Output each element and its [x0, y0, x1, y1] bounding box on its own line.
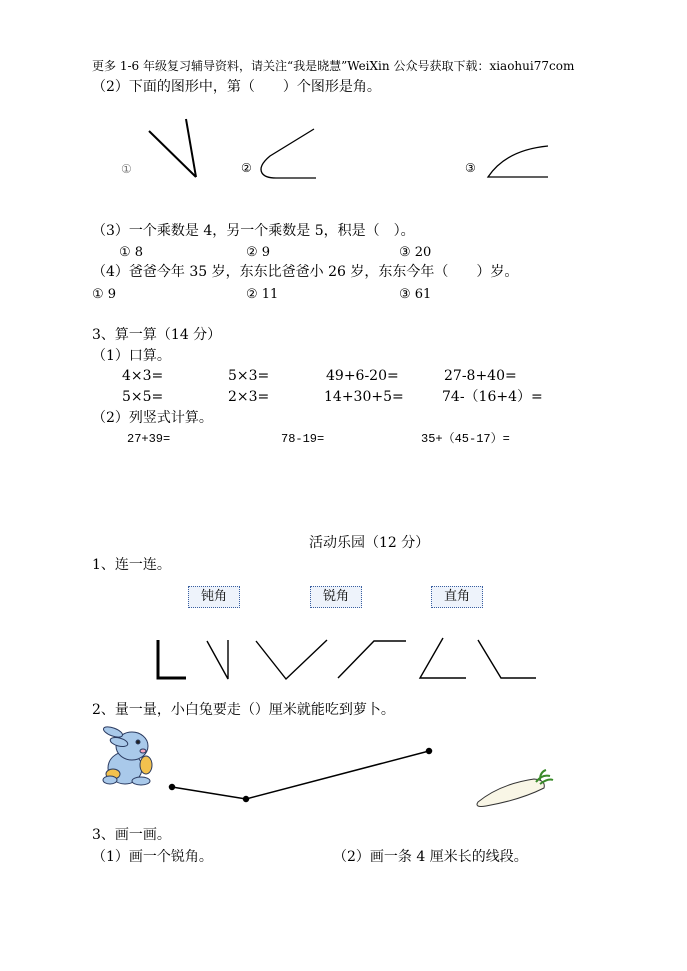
q3-option-1: ① 8: [119, 245, 144, 260]
figure-label-3: ③: [465, 161, 476, 175]
q3-option-2: ② 9: [246, 245, 271, 260]
question-2: （2）下面的图形中，第（ ）个图形是角。: [92, 79, 381, 95]
connect-title: 1、连一连。: [92, 557, 171, 573]
angle-figure-right: [158, 640, 186, 678]
question-4: （4）爸爸今年 35 岁，东东比爸爸小 26 岁，东东今年（ ）岁。: [92, 264, 519, 280]
vertical-calc-title: （2）列竖式计算。: [92, 410, 213, 426]
activity-title: 活动乐园（12 分）: [309, 535, 430, 551]
figure-label-1: ①: [121, 162, 132, 176]
angle-figure-obtuse: [338, 641, 406, 678]
vertical-item: 78-19=: [281, 432, 325, 446]
rabbit-path: [170, 749, 432, 802]
angle-figure-acute: [207, 640, 228, 679]
draw-title: 3、画一画。: [92, 827, 171, 843]
section-3-title: 3、算一算（14 分）: [92, 327, 222, 343]
oral-item: 4×3=: [122, 368, 164, 384]
figure-3-curve: [488, 146, 548, 177]
angle-figure-obtuse-2: [478, 640, 536, 678]
angle-figure-right-v: [256, 640, 327, 679]
carrot-icon: [477, 770, 553, 807]
oral-item: 27-8+40=: [444, 368, 517, 384]
figure-2-curve: [261, 129, 316, 178]
oral-item: 2×3=: [228, 389, 270, 405]
q3-option-3: ③ 20: [399, 245, 432, 260]
rabbit-icon: [102, 725, 152, 785]
figure-1-angle: [149, 119, 196, 177]
angle-figure-acute-2: [420, 638, 466, 678]
page-header: 更多 1-6 年级复习辅导资料，请关注“我是晓慧”WeiXin 公众号获取下载：xiaohui77com: [92, 59, 575, 73]
q4-option-3: ③ 61: [399, 287, 432, 302]
vertical-item: 35+（45-17）=: [421, 432, 510, 446]
q4-option-2: ② 11: [246, 287, 279, 302]
label-obtuse-angle: 钝角: [188, 586, 240, 608]
q4-option-1: ① 9: [92, 287, 117, 302]
oral-title: （1）口算。: [92, 348, 171, 364]
oral-item: 5×5=: [122, 389, 164, 405]
measure-question: 2、量一量，小白兔要走（）厘米就能吃到萝卜。: [92, 702, 395, 718]
figure-label-2: ②: [241, 161, 252, 175]
oral-item: 74-（16+4）=: [442, 389, 543, 405]
vertical-item: 27+39=: [127, 432, 171, 446]
draw-acute-angle-task: （1）画一个锐角。: [92, 849, 213, 865]
draw-segment-task: （2）画一条 4 厘米长的线段。: [333, 849, 528, 865]
question-3: （3）一个乘数是 4，另一个乘数是 5，积是（ ）。: [92, 223, 415, 239]
oral-item: 14+30+5=: [324, 389, 404, 405]
label-right-angle: 直角: [431, 586, 483, 608]
label-acute-angle: 锐角: [310, 586, 362, 608]
oral-item: 49+6-20=: [326, 368, 399, 384]
oral-item: 5×3=: [228, 368, 270, 384]
